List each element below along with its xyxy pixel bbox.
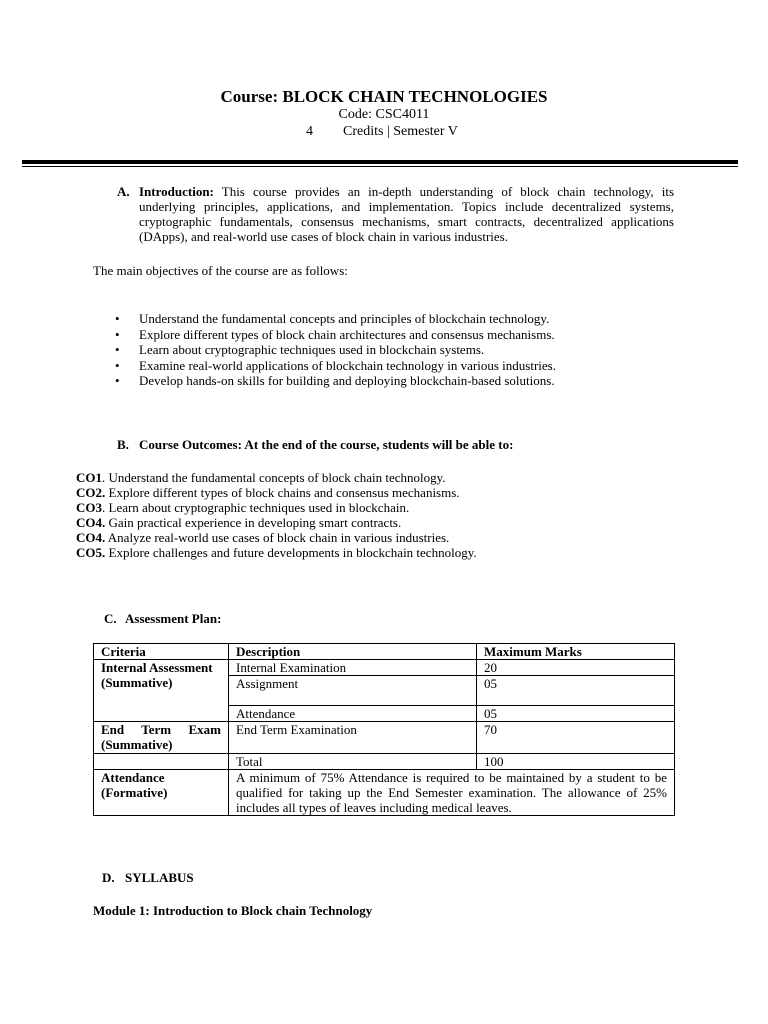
syllabus-heading (102, 870, 194, 885)
list-item (76, 515, 477, 530)
column-header: Criteria (94, 644, 229, 660)
outcome-text: Explore different types of block chains and consensus mechanisms. (105, 485, 460, 500)
objective-text: Develop hands-on skills for building and deploying blockchain-based solutions. (139, 373, 555, 388)
outcome-text: . Learn about cryptographic techniques used in blockchain. (102, 500, 410, 515)
table-row (94, 660, 675, 676)
introduction-heading: Introduction: (139, 184, 214, 199)
introduction-paragraph (139, 184, 674, 244)
section-c-letter: C. (104, 611, 117, 626)
course-title: Course: BLOCK CHAIN TECHNOLOGIES (220, 87, 548, 106)
column-header: Maximum Marks (477, 644, 675, 660)
list-item (115, 358, 556, 374)
header-rule-thin (22, 166, 738, 167)
outcome-text: Gain practical experience in developing smart contracts. (105, 515, 402, 530)
outcome-code: CO3 (76, 500, 102, 515)
table-cell: Internal Examination (229, 660, 477, 676)
table-cell: Attendance (229, 706, 477, 722)
section-d-letter: D. (102, 870, 115, 885)
outcome-code: CO5. (76, 545, 106, 560)
table-cell: Assignment (229, 676, 477, 706)
list-item (76, 530, 477, 545)
outcome-code: CO4. (76, 515, 106, 530)
outcome-text: Analyze real-world use cases of block chain in various industries. (105, 530, 450, 545)
list-item (115, 373, 556, 389)
introduction-text: This course provides an in-depth understanding of block chain technology, its underlying principles, applications, and implementation. Topics include decentralized systems, cryptographic fundamentals, consensus mechanisms, smart contracts, decentralized applications (DApps), and real-world use cases of block chain in various industries. (139, 184, 675, 244)
table-cell: Total (229, 754, 477, 770)
list-item (76, 485, 477, 500)
internal-assessment-label: Internal Assessment (Summative) (94, 660, 229, 722)
objective-text: Learn about cryptographic techniques used in blockchain systems. (139, 342, 485, 357)
outcome-text: . Understand the fundamental concepts of block chain technology. (102, 470, 446, 485)
bullet-icon: • (115, 357, 120, 373)
table-cell: 05 (477, 676, 675, 706)
assessment-table (93, 643, 675, 816)
table-header-row (94, 644, 675, 660)
objective-text: Examine real-world applications of blockchain technology in various industries. (139, 357, 556, 373)
outcomes-list (76, 470, 477, 560)
table-cell: 100 (477, 754, 675, 770)
course-outcomes-heading (117, 437, 513, 452)
bullet-icon: • (115, 311, 120, 326)
bullet-icon: • (115, 373, 120, 388)
table-row (94, 770, 675, 816)
column-header: Description (229, 644, 477, 660)
bullet-icon: • (115, 342, 120, 357)
list-item (115, 342, 556, 358)
section-a-letter: A. (117, 184, 130, 199)
end-term-label: End Term Exam (Summative) (94, 722, 229, 754)
outcome-code: CO2. (76, 485, 106, 500)
attendance-formative-label: Attendance (Formative) (94, 770, 229, 816)
section-b-letter: B. (117, 437, 129, 452)
objectives-intro: The main objectives of the course are as follows: (93, 263, 348, 278)
header-rule-thick (22, 160, 738, 164)
attendance-description: A minimum of 75% Attendance is required to be maintained by a student to be qualified for taking up the End Semester examination. The allowance of 25% includes all types of leaves including medical leaves. (229, 770, 675, 816)
table-cell: 05 (477, 706, 675, 722)
table-cell: 70 (477, 722, 675, 754)
table-cell: 20 (477, 660, 675, 676)
assessment-plan-heading (104, 611, 221, 626)
list-item (76, 545, 477, 560)
credits-number: 4 (306, 124, 313, 139)
list-item (76, 500, 477, 515)
section-c-title: Assessment Plan: (125, 611, 222, 626)
outcome-code: CO4. (76, 530, 106, 545)
list-item (115, 327, 556, 343)
table-row (94, 754, 675, 770)
outcome-text: Explore challenges and future developments in blockchain technology. (105, 545, 477, 560)
table-cell: End Term Examination (229, 722, 477, 754)
outcome-code: CO1 (76, 470, 102, 485)
objective-text: Explore different types of block chain architectures and consensus mechanisms. (139, 326, 555, 342)
table-row (94, 722, 675, 754)
bullet-icon: • (115, 326, 120, 342)
list-item (76, 470, 477, 485)
objective-text: Understand the fundamental concepts and principles of blockchain technology. (139, 311, 550, 326)
course-code: Code: CSC4011 (338, 107, 430, 122)
objectives-list (115, 311, 556, 389)
list-item (115, 311, 556, 327)
section-d-title: SYLLABUS (125, 870, 194, 885)
credits-semester-text: Credits | Semester V (343, 124, 458, 139)
module-1-heading: Module 1: Introduction to Block chain Technology (93, 903, 373, 918)
table-cell-empty (94, 754, 229, 770)
section-b-title: Course Outcomes: At the end of the course, students will be able to: (139, 437, 514, 452)
